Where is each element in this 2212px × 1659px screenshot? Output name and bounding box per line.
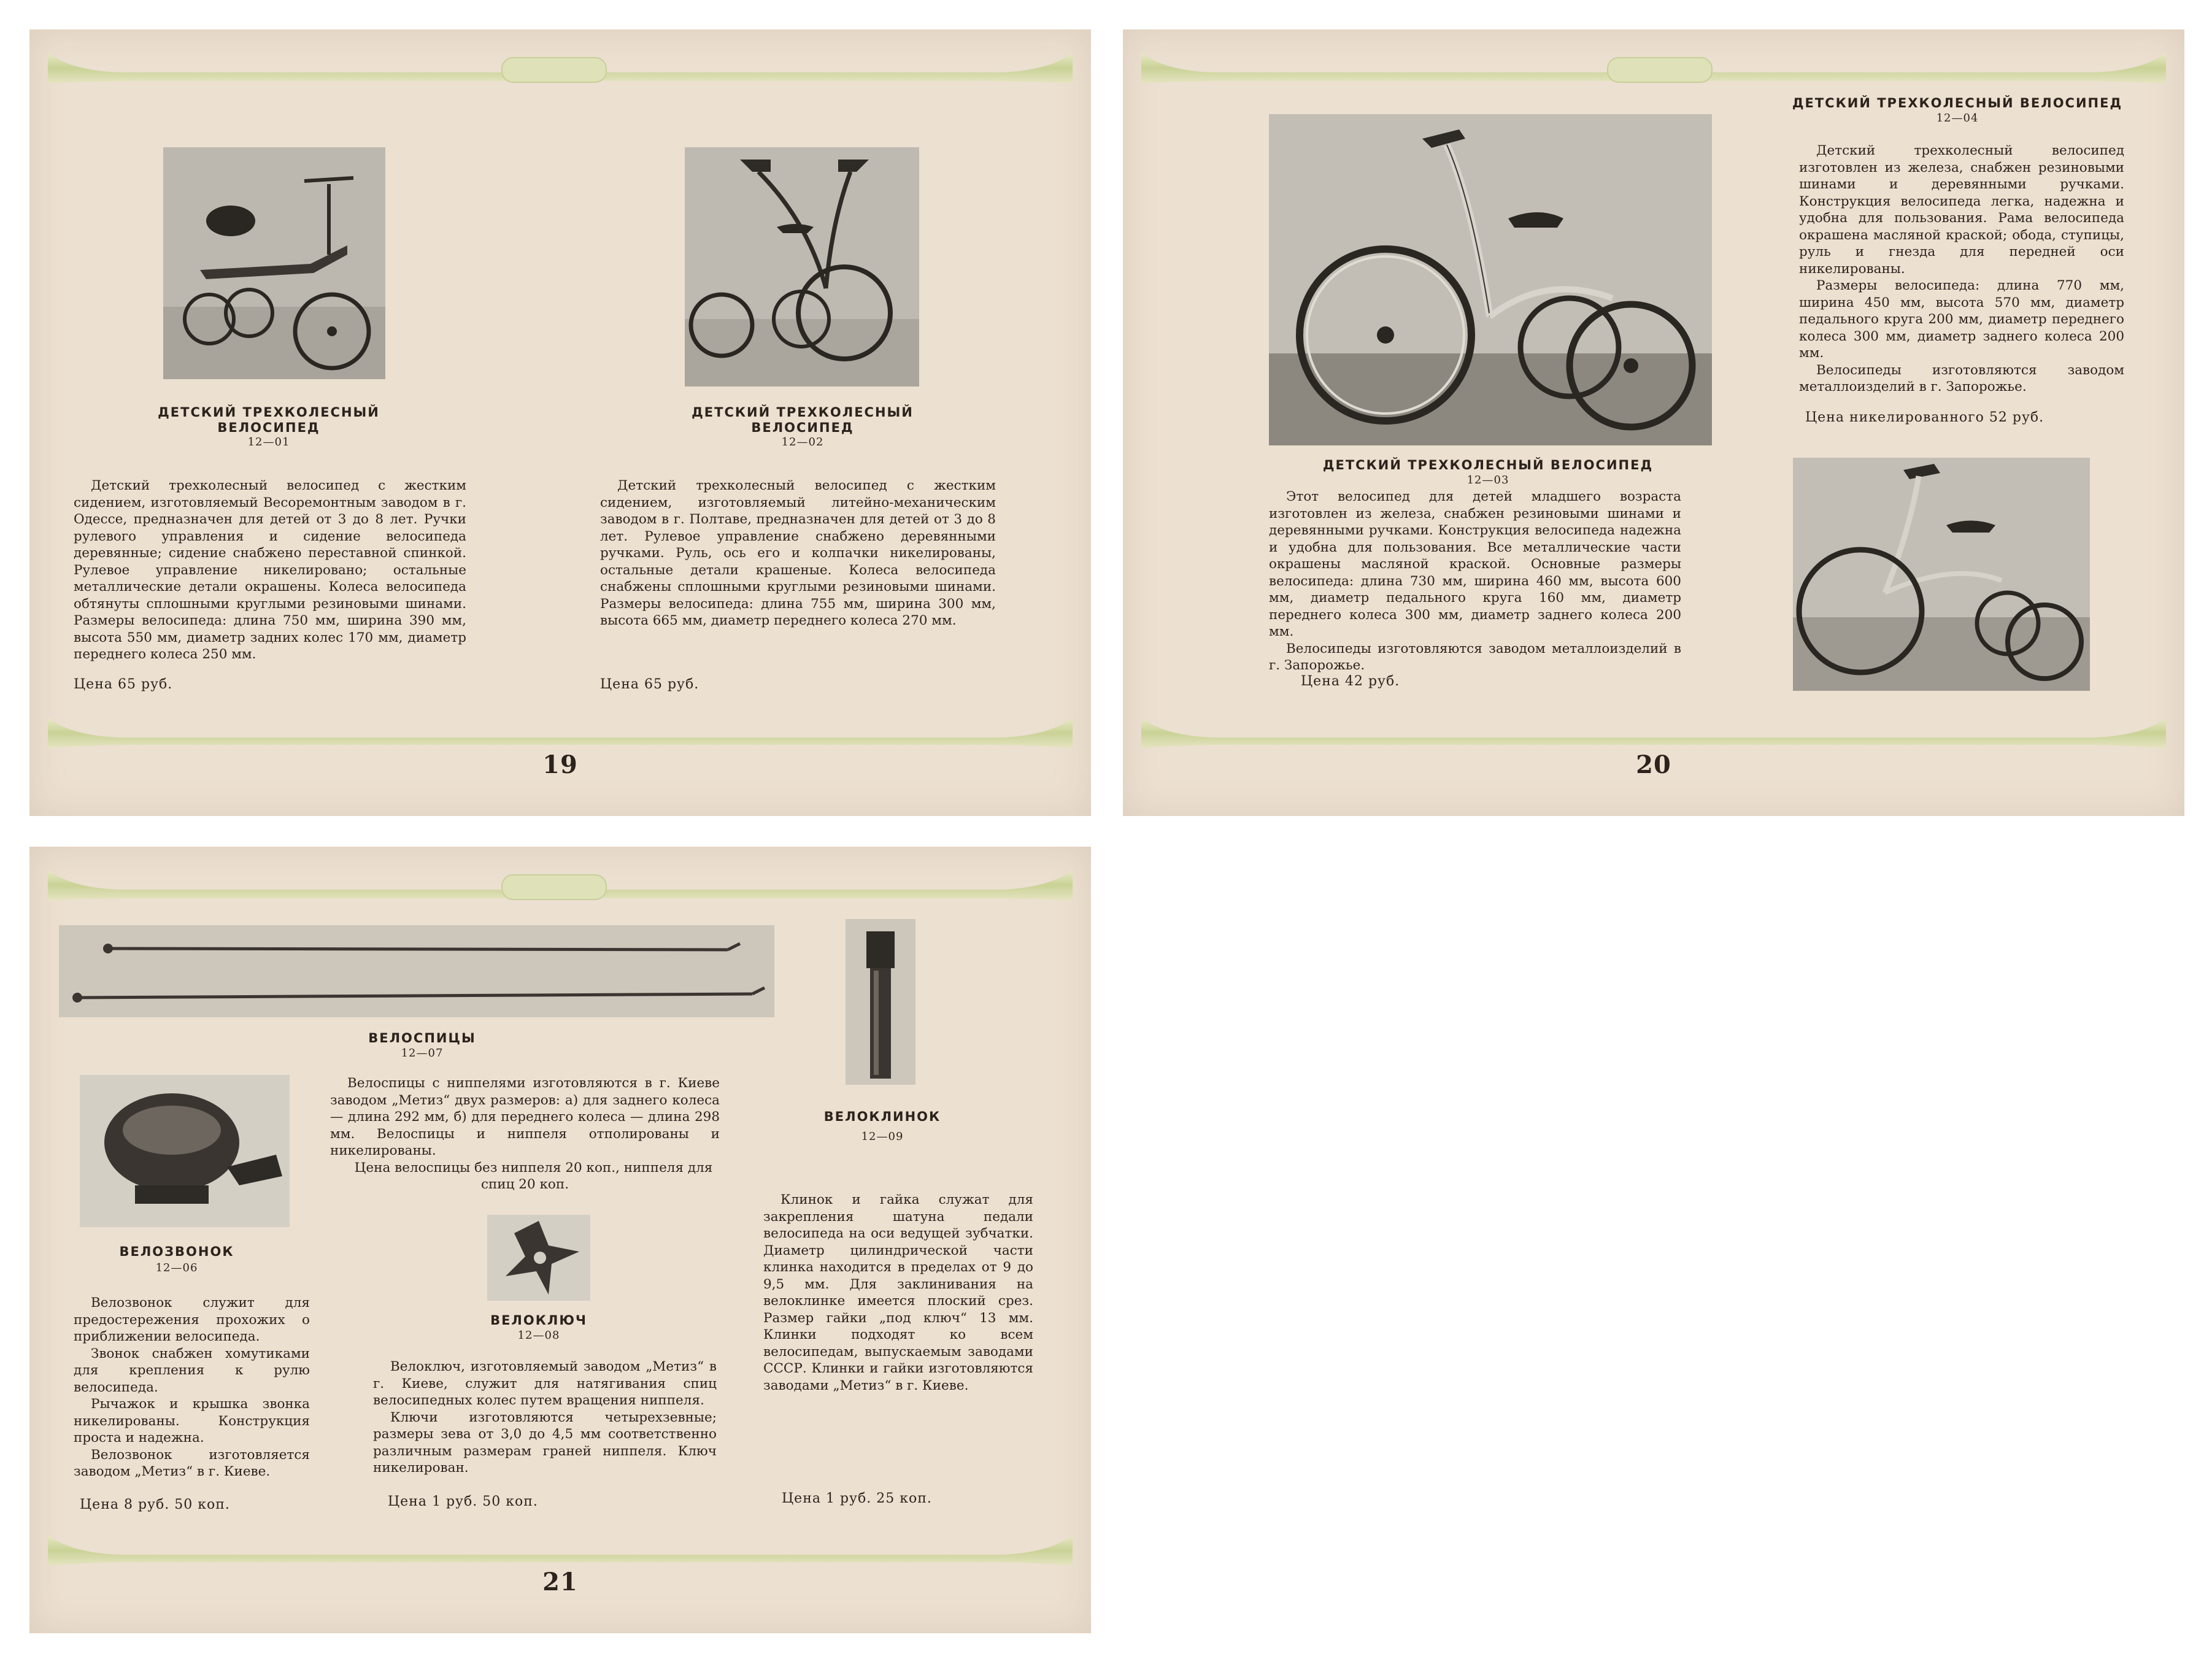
item-12-02-description: Детский трехколесный велосипед с жестким сидением, изготовляемый литейно-механическим заводом в г. Полтаве, предназначен для детей от 3 до 8 лет. Рулевое управление снабжено деревянными ручками. Руль, ось его и колпачки никелированы, остальные детали крашеные. Колеса велосипеда снабжены сплошными круглыми резиновыми шинами. Размеры велосипеда: длина 755 мм, ширина 300 мм, высота 665 мм, диаметр переднего колеса 270 мм.	[600, 478, 996, 628]
item-12-04-title: ДЕТСКИЙ ТРЕХКОЛЕСНЫЙ ВЕЛОСИПЕД	[1792, 96, 2123, 110]
bottom-decorative-band	[48, 706, 1073, 755]
spokes-code: 12—07	[401, 1047, 444, 1060]
spoke-key-description: Велоключ, изготовляемый заводом „Метиз“ в г. Киеве, служит для натягивания спиц велосипедных колес путем вращения ниппеля. Ключи изготовляются четырехзевные; размеры зева от 3,0 до 4,5 мм соответственно различным размерам граней ниппеля. Ключ никелирован.	[373, 1359, 717, 1476]
spokes-12-07-photo	[59, 925, 774, 1017]
spoke-key-code: 12—08	[517, 1329, 560, 1342]
page-number: 20	[1636, 750, 1671, 779]
spoke-key-price: Цена 1 руб. 50 коп.	[388, 1494, 538, 1509]
item-12-01-code: 12—01	[247, 436, 290, 448]
catalog-page-21	[29, 847, 1091, 1633]
item-12-03-description: Этот велосипед для детей младшего возраста изготовлен из железа, снабжен резиновыми шинами и деревянными ручками. Конструкция велосипеда надежна и удобна для пользования. Все металлические части окрашены масляной краской. Основные размеры велосипеда: длина 730 мм, ширина 460 мм, высота 600 мм, диаметр педального круга 160 мм, диаметр переднего колеса 300 мм, диаметр заднего колеса 200 мм. Велосипеды изготовляются заводом металлоизделий в г. Запорожье.	[1269, 489, 1681, 673]
bell-price: Цена 8 руб. 50 коп.	[80, 1497, 230, 1512]
spokes-description: Велоспицы с ниппелями изготовляются в г. Киеве заводом „Метиз“ двух размеров: а) для заднего колеса — длина 292 мм, б) для переднего колеса — длина 298 мм. Велоспицы и ниппеля отполированы и никелированы. Цена велоспицы без ниппеля 20 коп., ниппеля для спиц 20 коп.	[330, 1076, 720, 1192]
cotter-code: 12—09	[861, 1130, 904, 1143]
cotter-price: Цена 1 руб. 25 коп.	[782, 1491, 932, 1506]
item-12-02-code: 12—02	[781, 436, 824, 448]
top-decorative-band	[1141, 47, 2166, 96]
top-decorative-band	[48, 864, 1073, 913]
bottom-decorative-band	[1141, 706, 2166, 755]
item-12-01-title: ДЕТСКИЙ ТРЕХКОЛЕСНЫЙ ВЕЛОСИПЕД	[158, 405, 380, 435]
bell-code: 12—06	[155, 1261, 198, 1274]
item-12-01-price: Цена 65 руб.	[74, 677, 173, 692]
item-12-04-code: 12—04	[1936, 112, 1979, 125]
tricycle-12-03-photo	[1269, 114, 1712, 445]
item-12-03-price: Цена 42 руб.	[1301, 674, 1400, 689]
item-12-02-title: ДЕТСКИЙ ТРЕХКОЛЕСНЫЙ ВЕЛОСИПЕД	[692, 405, 914, 435]
item-12-03-code: 12—03	[1466, 474, 1509, 487]
spokes-title: ВЕЛОСПИЦЫ	[368, 1031, 476, 1045]
bell-12-06-photo	[80, 1075, 290, 1227]
tricycle-12-04-photo	[1793, 458, 2090, 691]
item-12-02-price: Цена 65 руб.	[600, 677, 699, 692]
bell-title: ВЕЛОЗВОНОК	[119, 1244, 234, 1259]
page-number: 19	[542, 750, 578, 779]
item-12-01-description: Детский трехколесный велосипед с жестким сидением, изготовляемый Весоремонтным заводом в г. Одессе, предназначен для детей от 3 до 8 лет. Ручки рулевого управления и сидение велосипеда деревянные; сидение снабжено переставной спинкой. Рулевое управление никелировано; остальные металлические детали окрашены. Колеса велосипеда обтянуты сплошными круглыми резиновыми шинами. Размеры велосипеда: длина 750 мм, ширина 390 мм, высота 550 мм, диаметр задних колес 170 мм, диаметр переднего колеса 250 мм.	[74, 478, 466, 662]
tricycle-12-02-photo	[685, 147, 919, 387]
bottom-decorative-band	[48, 1523, 1073, 1572]
item-12-03-title: ДЕТСКИЙ ТРЕХКОЛЕСНЫЙ ВЕЛОСИПЕД	[1322, 458, 1654, 472]
cotter-description: Клинок и гайка служат для закрепления шатуна педали велосипеда на оси ведущей зубчатки. Диаметр цилиндрической части клинка находится в пределах от 9 до 9,5 мм. Для заклинивания на велоклинке имеется плоский срез. Размер гайки „под ключ“ 13 мм. Клинки подходят ко всем велосипедам, выпускаемым заводами СССР. Клинки и гайки изготовляются заводами „Метиз“ в г. Киеве.	[763, 1192, 1033, 1393]
cotter-title: ВЕЛОКЛИНОК	[823, 1109, 941, 1124]
item-12-04-description: Детский трехколесный велосипед изготовлен из железа, снабжен резиновыми шинами и деревянными ручками. Конструкция велосипеда легка, надежна и удобна для пользования. Рама велосипеда окрашена масляной краской; обода, ступицы, руль и гнезда для передней оси никелированы. Размеры велосипеда: длина 770 мм, ширина 450 мм, высота 570 мм, диаметр педального круга 200 мм, диаметр переднего колеса 300 мм, диаметр заднего колеса 200 мм. Велосипеды изготовляются заводом металлоизделий в г. Запорожье.	[1799, 143, 2124, 395]
tricycle-12-01-photo	[163, 147, 385, 379]
top-decorative-band	[48, 47, 1073, 96]
item-12-04-price: Цена никелированного 52 руб.	[1805, 410, 2044, 425]
spoke-key-title: ВЕЛОКЛЮЧ	[490, 1313, 587, 1328]
catalog-page-19	[29, 29, 1091, 816]
catalog-page-20	[1123, 29, 2184, 816]
spoke-key-12-08-photo	[487, 1215, 590, 1301]
page-number: 21	[542, 1568, 578, 1596]
cotter-pin-12-09-photo	[846, 919, 915, 1085]
bell-description: Велозвонок служит для предостережения прохожих о приближении велосипеда. Звонок снабжен хомутиками для крепления к рулю велосипеда. Рычажок и крышка звонка никелированы. Конструкция проста и надежна. Велозвонок изготовляется заводом „Метиз“ в г. Киеве.	[74, 1295, 310, 1479]
